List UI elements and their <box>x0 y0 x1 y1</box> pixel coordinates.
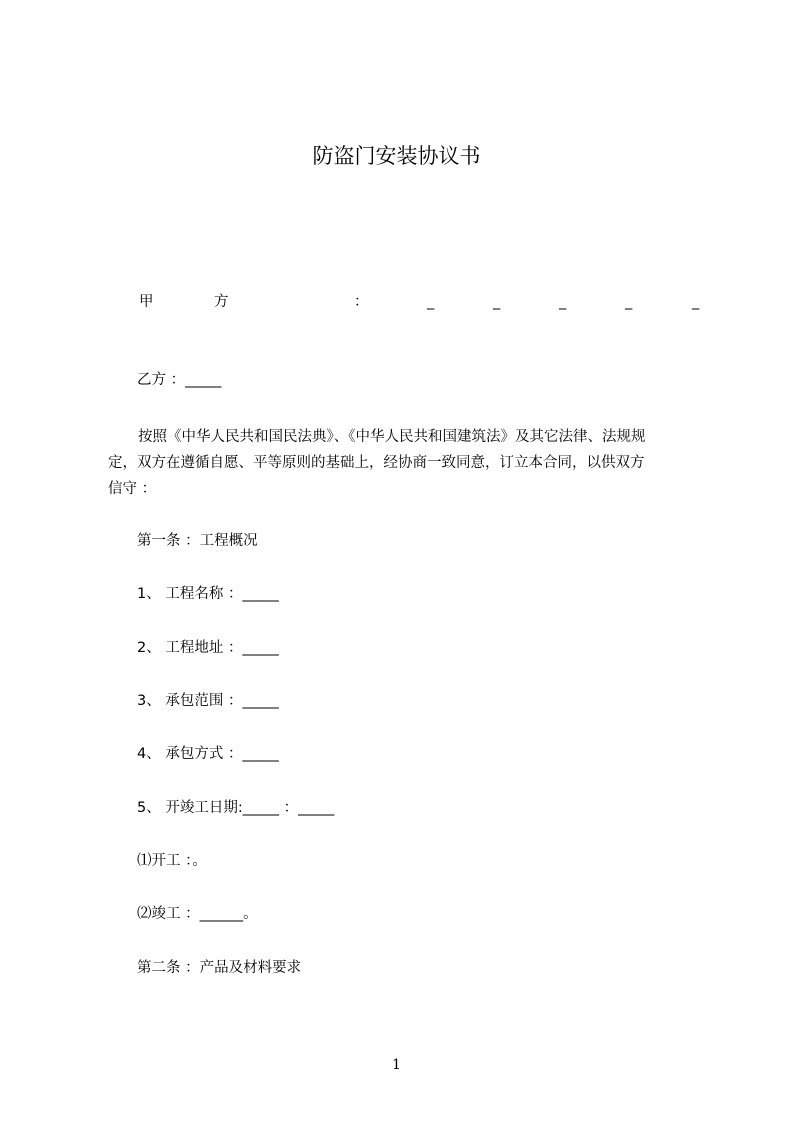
party-a-blank: _ <box>427 294 435 310</box>
intro-paragraph <box>108 424 708 502</box>
party-a-blank: _ <box>559 294 567 310</box>
party-a-label-char-2: 方 <box>214 294 229 310</box>
party-a-row <box>0 292 793 312</box>
party-a-colon: ： <box>354 294 369 310</box>
list-item: 5、 开竣工日期:_____ ：_____ <box>137 800 335 816</box>
sub-item: ⑵竣工 ：______。 <box>137 906 258 922</box>
intro-line: 信守 ： <box>108 481 157 497</box>
intro-line: 按照《中华人民共和国民法典》、《中华人民共和国建筑法》及其它法律、法规规 <box>138 429 646 445</box>
list-item: 4、 承包方式 ：_____ <box>137 746 279 762</box>
list-item: 2、 工程地址 ：_____ <box>137 640 279 656</box>
party-a-blank: _ <box>692 294 700 310</box>
party-a-blank: _ <box>493 294 501 310</box>
party-a-label-char-1: 甲 <box>139 294 154 310</box>
article-1-heading: 第一条 ：工程概况 <box>137 533 258 549</box>
party-b-line: 乙方 ：_____ <box>137 372 222 388</box>
page-title: 防盗门安装协议书 <box>312 144 481 168</box>
article-2-heading: 第二条 ：产品及材料要求 <box>137 960 302 976</box>
list-item: 1、 工程名称 ：_____ <box>137 586 279 602</box>
page-number: 1 <box>392 1057 401 1073</box>
sub-item: ⑴开工 ：。 <box>137 853 207 869</box>
party-a-blank: _ <box>625 294 633 310</box>
intro-line: 定，双方在遵循自愿、平等原则的基础上，经协商一致同意，订立本合同，以供双方 <box>108 455 645 471</box>
list-item: 3、 承包范围 ：_____ <box>137 693 279 709</box>
